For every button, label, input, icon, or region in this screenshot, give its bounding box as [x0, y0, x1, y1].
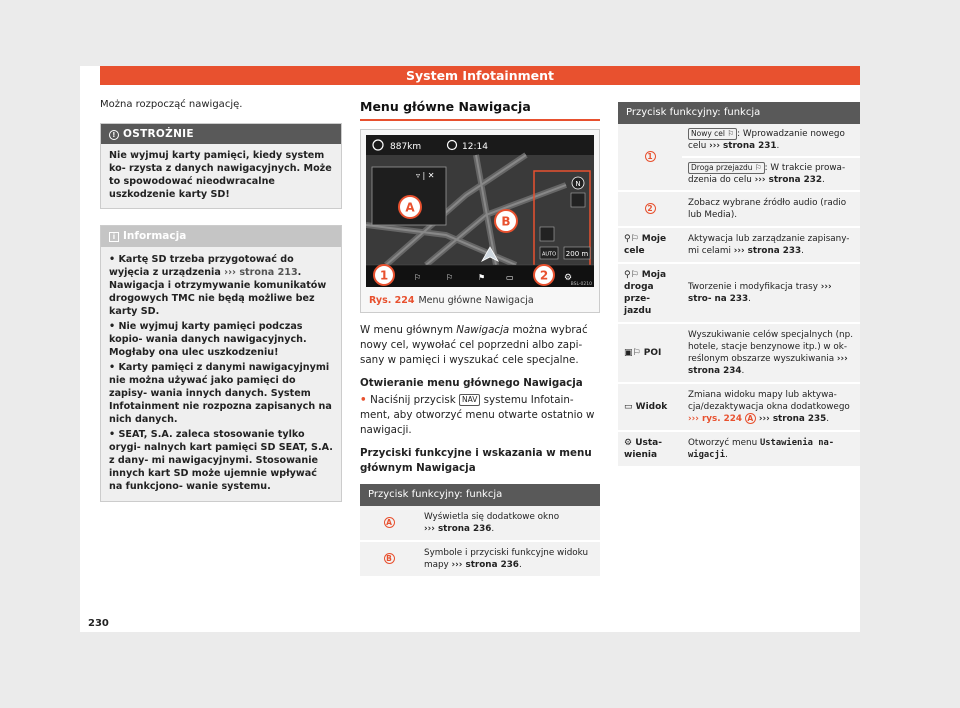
table-header: Przycisk funkcyjny: funkcja: [360, 484, 600, 506]
route-button-label: Droga przejazdu ⚐: [688, 162, 765, 174]
nav-key: NAV: [459, 394, 480, 406]
info-bullet-text: . Nawigacja i otrzymywanie komunikatów drogowych TMC nie będą możliwe bez karty SD.: [109, 266, 327, 317]
page-ref-link[interactable]: ››› stro- na 233: [688, 282, 832, 304]
page-ref-link[interactable]: ››› strona 236: [424, 524, 492, 534]
row-text: Zmiana widoku mapy lub aktywa- cja/dezaktywacja okna dodatkowego: [688, 390, 850, 412]
marker-a: A: [384, 517, 395, 528]
exclamation-icon: !: [109, 130, 119, 140]
row-end: .: [741, 366, 745, 376]
page-ref-link[interactable]: ››› strona 234: [688, 354, 848, 376]
svg-text:▿ | ✕: ▿ | ✕: [416, 170, 435, 180]
paragraph-text: można wybrać nowy cel, wywołać cel poprzedni albo zapi- sany w pamięci i wyszukać cele specjalne.: [360, 324, 588, 366]
row-text: Otworzyć menu: [688, 438, 760, 448]
settings-icon: ⚙: [624, 438, 636, 448]
table-row: [618, 124, 860, 157]
row-end: .: [748, 294, 751, 304]
warning-text: Nie wyjmuj karty pamięci, kiedy system ko- rzysta z danych nawigacyjnych. Może to spowodować nieodwracalne uszkodzenie karty SD!: [101, 144, 341, 208]
map-scale: 200 m: [565, 249, 589, 258]
info-bullet: • Nie wyjmuj karty pamięci podczas kopio- wania danych nawigacyjnych. Mogłaby ona ulec uszkodzeniu!: [109, 320, 333, 359]
warning-box: [100, 123, 342, 210]
row-end: .: [518, 560, 522, 570]
info-body: [101, 247, 341, 501]
subheading: Przyciski funkcyjne i wskazania w menu głównym Nawigacja: [360, 447, 592, 474]
my-route-icon: ⚲⚐: [624, 270, 642, 280]
paragraph: [360, 323, 600, 368]
table-row: [618, 263, 860, 323]
info-icon: i: [109, 232, 119, 242]
function-table-b: [618, 102, 860, 468]
figure-ref-link[interactable]: ››› rys. 224: [688, 414, 743, 424]
row-text: Symbole i przyciski funkcyjne widoku mapy: [424, 548, 589, 570]
page-ref-link[interactable]: ››› strona 232: [754, 175, 823, 185]
menu-name: Ustawienia na- wigacji: [688, 438, 835, 460]
manual-page: [80, 66, 860, 632]
instruction-text: Naciśnij przycisk: [370, 394, 459, 406]
row-end: .: [776, 141, 780, 151]
svg-text:⚑: ⚑: [478, 272, 486, 282]
image-code: BSL-0210: [570, 281, 592, 287]
row-end: .: [826, 414, 830, 424]
navigation-screen-image: [366, 135, 594, 287]
page-header: System Infotainment: [100, 66, 860, 85]
svg-text:⚐: ⚐: [414, 272, 422, 282]
row-label: Widok: [635, 402, 668, 412]
page-ref-link[interactable]: ››› strona 236: [451, 560, 519, 570]
label-2: 2: [539, 268, 549, 282]
poi-icon: ▣⚐: [624, 348, 644, 358]
bell-icon: [540, 227, 554, 241]
table-row: [360, 506, 600, 541]
row-end: .: [491, 524, 495, 534]
label-1: 1: [379, 268, 389, 282]
auto-zoom-label: AUTO: [541, 251, 557, 257]
row-text: Zobacz wybrane źródło audio (radio lub Media).: [682, 191, 860, 227]
row-label: Moja droga prze- jazdu: [624, 270, 667, 316]
function-table-a: [360, 484, 600, 578]
row-end: .: [822, 175, 825, 185]
row-label: Usta- wienia: [624, 438, 662, 460]
button-label-text: Droga przejazdu: [691, 163, 753, 172]
page-ref-link[interactable]: ››› strona 231: [709, 141, 777, 151]
paragraph-emphasis: Nawigacja: [456, 324, 510, 336]
info-bullet: • SEAT, S.A. zaleca stosowanie tylko orygi- nalnych kart pamięci SD SEAT, S.A. z dany- mi nawigacyjnymi. Stosowanie innych kart SD może ujemnie wpływać na funkcjono- wanie systemu.: [109, 428, 333, 493]
label-a: A: [405, 200, 415, 214]
page-number: 230: [88, 618, 109, 629]
page-ref-link[interactable]: ››› strona 213: [224, 266, 298, 278]
table-row: [360, 541, 600, 577]
figure-caption-text: Menu główne Nawigacja: [418, 294, 534, 306]
figure-caption: [361, 292, 599, 313]
table-row: [618, 431, 860, 467]
column-middle: [360, 98, 600, 578]
new-destination-button-label: Nowy cel ⚐: [688, 128, 737, 140]
info-header: [101, 226, 341, 247]
instruction-bullet: [360, 393, 600, 438]
row-text: Wyszukiwanie celów specjalnych (np. hotele, stacje benzynowe itp.) w ok- reślonym obszarze wyszukiwania: [688, 330, 854, 364]
table-row: [618, 383, 860, 431]
table-row: [618, 323, 860, 383]
info-title: Informacja: [123, 230, 187, 242]
row-text: Aktywacja lub zarządzanie zapisany- mi celami: [688, 234, 850, 256]
row-text: : W trakcie prowa- dzenia do celu: [688, 163, 846, 185]
row-text: Wyświetla się dodatkowe okno: [424, 512, 560, 522]
marker-2: 2: [645, 203, 656, 214]
svg-text:⚐: ⚐: [446, 272, 454, 282]
page-ref-link[interactable]: ››› strona 233: [733, 246, 802, 256]
marker-a: A: [745, 413, 756, 424]
row-label: Moje cele: [624, 234, 667, 256]
time-readout: 12:14: [462, 141, 488, 152]
row-text: Tworzenie i modyfikacja trasy: [688, 282, 821, 292]
info-bullet-text: Kartę SD trzeba przygotować do wyjęcia z urządzenia: [109, 253, 294, 278]
svg-text:⚙: ⚙: [564, 272, 573, 283]
svg-text:▭: ▭: [506, 272, 514, 282]
warning-header: [101, 124, 341, 145]
intro-text: Można rozpocząć nawigację.: [100, 99, 243, 110]
warning-title: OSTROŻNIE: [123, 127, 194, 140]
label-b: B: [501, 214, 511, 228]
compass-north: N: [575, 179, 581, 188]
row-end: .: [725, 450, 728, 460]
table-row: [618, 227, 860, 263]
subheading: Otwieranie menu głównego Nawigacja: [360, 377, 583, 389]
map-view-icon: ▭: [624, 402, 636, 412]
my-destinations-icon: ⚲⚐: [624, 234, 642, 244]
distance-readout: 887km: [390, 141, 422, 152]
info-box: [100, 225, 342, 502]
figure-number: Rys. 224: [369, 294, 415, 306]
row-end: .: [801, 246, 804, 256]
marker-1: 1: [645, 151, 656, 162]
row-label: POI: [643, 348, 662, 358]
figure-box: [360, 129, 600, 314]
column-right: [618, 102, 860, 468]
table-row: [618, 191, 860, 227]
column-left: [100, 98, 342, 502]
page-ref-link[interactable]: ››› strona 235: [755, 414, 827, 424]
table-header: Przycisk funkcyjny: funkcja: [618, 102, 860, 124]
marker-b: B: [384, 553, 395, 564]
info-bullet: • Karty pamięci z danymi nawigacyjnymi nie można używać jako pamięci do zapisy- wania innych danych. System Infotainment nie rozpozna zapisanych na nich danych.: [109, 361, 333, 426]
button-label-text: Nowy cel: [691, 129, 725, 138]
row-text: : Wprowadzanie nowego celu: [688, 129, 845, 151]
section-title: Menu główne Nawigacja: [360, 100, 600, 121]
info-bullet: [109, 253, 333, 318]
paragraph-text: W menu głównym: [360, 324, 457, 336]
instruction-text: systemu Infotain- ment, aby otworzyć menu otwarte ostatnio w nawigacji.: [360, 394, 595, 436]
